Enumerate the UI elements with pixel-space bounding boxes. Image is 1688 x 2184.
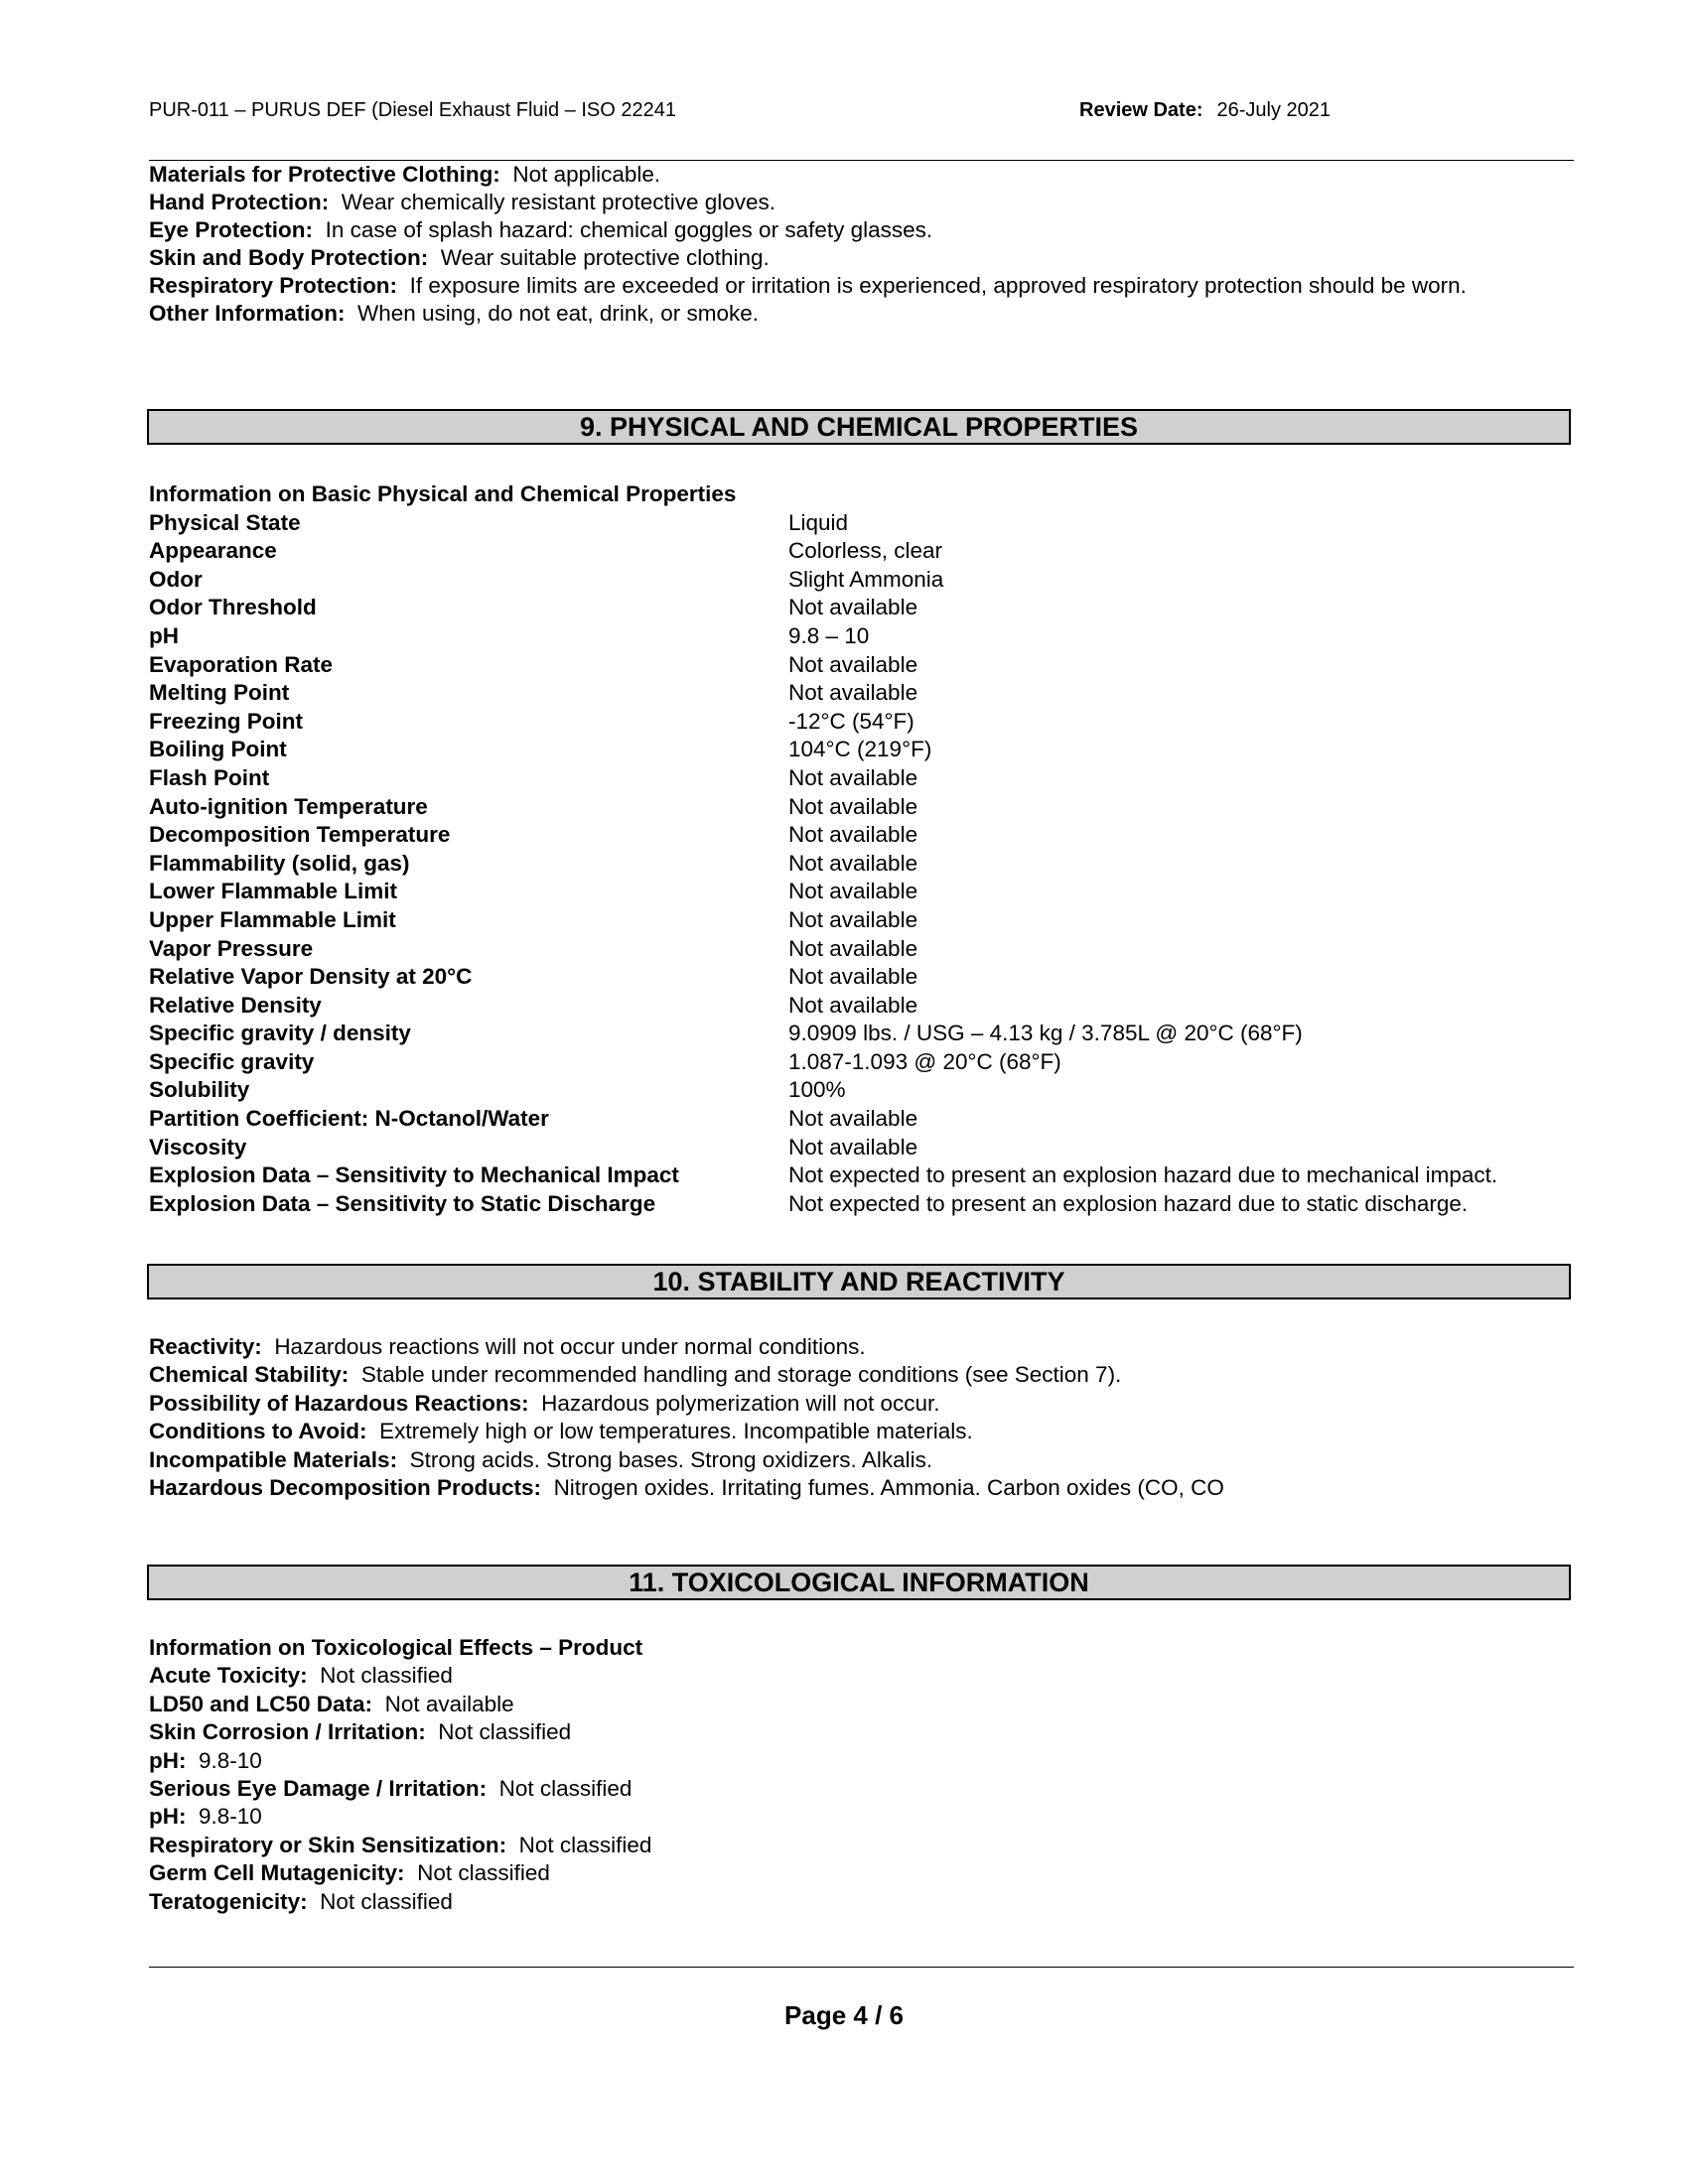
property-name: Decomposition Temperature <box>149 822 451 848</box>
toxicology-row: pH: 9.8-10 <box>149 1747 262 1773</box>
toxicology-row: Skin Corrosion / Irritation: Not classified <box>149 1719 572 1745</box>
property-row <box>149 594 1497 622</box>
property-value: -12°C (54°F) <box>788 708 914 734</box>
property-name: Auto-ignition Temperature <box>149 793 428 819</box>
property-name: Vapor Pressure <box>149 935 314 961</box>
property-value: Not available <box>788 764 918 790</box>
stability-row: Conditions to Avoid: Extremely high or low temperatures. Incompatible materials. <box>149 1419 973 1444</box>
document-title: PUR-011 – PURUS DEF (Diesel Exhaust Fluid – ISO 22241 <box>149 99 676 121</box>
toxicology-row: Acute Toxicity: Not classified <box>149 1663 453 1689</box>
property-row <box>149 651 1497 680</box>
property-name: Flammability (solid, gas) <box>149 850 410 876</box>
property-value: Not available <box>788 651 918 677</box>
protection-row: Hand Protection: Wear chemically resistant protective gloves. <box>149 190 776 214</box>
property-row <box>149 935 1497 964</box>
property-value: Not available <box>788 992 918 1018</box>
toxicology-row: Germ Cell Mutagenicity: Not classified <box>149 1860 550 1886</box>
protection-row: Eye Protection: In case of splash hazard: chemical goggles or safety glasses. <box>149 217 933 242</box>
property-row <box>149 736 1497 764</box>
properties-table <box>149 480 1497 1218</box>
footer-rule <box>149 1967 1574 1968</box>
stability-block <box>149 1333 1579 1502</box>
toxicology-row: Respiratory or Skin Sensitization: Not classified <box>149 1832 652 1857</box>
protection-row: Respiratory Protection: If exposure limits are exceeded or irritation is experienced, approved respiratory protection should be worn. <box>149 273 1467 298</box>
property-name: Viscosity <box>149 1134 247 1160</box>
property-value: Not available <box>788 935 918 961</box>
protection-row: Other Information: When using, do not eat, drink, or smoke. <box>149 301 759 326</box>
property-name: Explosion Data – Sensitivity to Mechanical Impact <box>149 1162 679 1188</box>
property-name: Evaporation Rate <box>149 651 334 677</box>
property-name: Relative Density <box>149 992 322 1018</box>
property-value: Not expected to present an explosion hazard due to mechanical impact. <box>788 1162 1498 1188</box>
property-row <box>149 793 1497 822</box>
stability-row: Chemical Stability: Stable under recommended handling and storage conditions (see Section 7). <box>149 1362 1122 1388</box>
property-row <box>149 708 1497 737</box>
property-value: 100% <box>788 1077 846 1103</box>
protection-row: Skin and Body Protection: Wear suitable protective clothing. <box>149 245 770 270</box>
property-value: Not available <box>788 906 918 932</box>
property-row <box>149 537 1497 566</box>
property-name: Upper Flammable Limit <box>149 906 396 932</box>
section-11-header: 11. TOXICOLOGICAL INFORMATION <box>147 1565 1571 1600</box>
property-row <box>149 679 1497 708</box>
toxicology-row: Teratogenicity: Not classified <box>149 1888 453 1914</box>
property-row <box>149 509 1497 538</box>
property-name: Specific gravity <box>149 1048 315 1074</box>
toxicology-row: pH: 9.8-10 <box>149 1804 262 1830</box>
property-value: Not available <box>788 879 918 904</box>
property-value: Slight Ammonia <box>788 566 944 592</box>
property-value: Not available <box>788 1106 918 1132</box>
protection-row: Materials for Protective Clothing: Not applicable. <box>149 162 661 187</box>
property-name: Odor <box>149 566 203 592</box>
property-row <box>149 764 1497 793</box>
property-value: Not available <box>788 822 918 848</box>
property-row <box>149 1190 1497 1219</box>
property-name: Solubility <box>149 1077 250 1103</box>
property-value: Not available <box>788 595 918 620</box>
page-number: Page 4 / 6 <box>784 2000 904 2030</box>
property-name: Lower Flammable Limit <box>149 879 398 904</box>
property-row <box>149 963 1497 992</box>
stability-row: Incompatible Materials: Strong acids. Strong bases. Strong oxidizers. Alkalis. <box>149 1446 933 1472</box>
stability-row: Possibility of Hazardous Reactions: Hazardous polymerization will not occur. <box>149 1390 940 1416</box>
section-9-header: 9. PHYSICAL AND CHEMICAL PROPERTIES <box>147 409 1571 445</box>
properties-heading: Information on Basic Physical and Chemical Properties <box>149 481 737 506</box>
property-value: 9.8 – 10 <box>788 622 870 648</box>
property-name: Physical State <box>149 509 301 535</box>
property-value: 9.0909 lbs. / USG – 4.13 kg / 3.785L @ 20°C (68°F) <box>788 1021 1303 1046</box>
property-value: Colorless, clear <box>788 538 943 564</box>
property-name: Flash Point <box>149 764 270 790</box>
property-name: Melting Point <box>149 680 290 706</box>
toxicology-row: LD50 and LC50 Data: Not available <box>149 1691 514 1716</box>
property-row <box>149 878 1497 906</box>
property-row <box>149 1076 1497 1105</box>
property-value: Not expected to present an explosion hazard due to static discharge. <box>788 1190 1469 1216</box>
property-value: Not available <box>788 680 918 706</box>
protection-block <box>149 161 1579 328</box>
stability-row: Hazardous Decomposition Products: Nitrogen oxides. Irritating fumes. Ammonia. Carbon oxides (CO, CO <box>149 1475 1224 1501</box>
property-row <box>149 1105 1497 1134</box>
property-name: Boiling Point <box>149 737 287 762</box>
property-row <box>149 566 1497 595</box>
property-name: Relative Vapor Density at 20°C <box>149 964 473 990</box>
property-row <box>149 850 1497 879</box>
section-10-header: 10. STABILITY AND REACTIVITY <box>147 1264 1571 1299</box>
review-date-label: Review Date: <box>1079 99 1203 121</box>
property-row <box>149 1134 1497 1162</box>
stability-row: Reactivity: Hazardous reactions will not occur under normal conditions. <box>149 1334 866 1359</box>
property-row <box>149 1161 1497 1190</box>
toxicology-block <box>149 1634 1579 1916</box>
review-date-value: 26-July 2021 <box>1216 99 1332 121</box>
property-row <box>149 1020 1497 1048</box>
property-row <box>149 821 1497 850</box>
property-name: Explosion Data – Sensitivity to Static Discharge <box>149 1190 656 1216</box>
property-value: Liquid <box>788 509 849 535</box>
property-name: Appearance <box>149 538 277 564</box>
property-value: Not available <box>788 964 918 990</box>
property-value: Not available <box>788 850 918 876</box>
property-name: Specific gravity / density <box>149 1021 411 1046</box>
property-name: pH <box>149 622 179 648</box>
property-row <box>149 906 1497 935</box>
property-value: Not available <box>788 1134 918 1160</box>
toxicology-row: Serious Eye Damage / Irritation: Not classified <box>149 1776 633 1802</box>
property-row <box>149 992 1497 1021</box>
property-value: 1.087-1.093 @ 20°C (68°F) <box>788 1048 1061 1074</box>
review-date <box>1079 99 1331 122</box>
property-row <box>149 1048 1497 1077</box>
property-row <box>149 622 1497 651</box>
property-name: Partition Coefficient: N-Octanol/Water <box>149 1106 549 1132</box>
property-value: Not available <box>788 793 918 819</box>
toxicology-heading: Information on Toxicological Effects – Product <box>149 1635 643 1660</box>
property-name: Odor Threshold <box>149 595 317 620</box>
property-value: 104°C (219°F) <box>788 737 932 762</box>
property-name: Freezing Point <box>149 708 304 734</box>
